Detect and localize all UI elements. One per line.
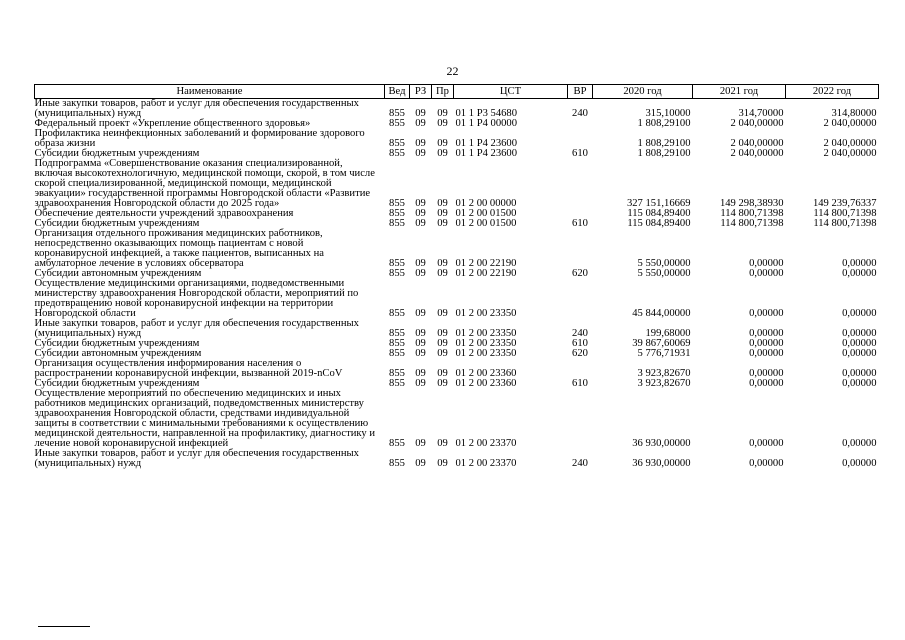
table-row [35,159,879,209]
row-name: Осуществление медицинскими организациями, подведомственными министерству здравоохранения Новгородской области, мероприятий по предотвращению новой коронавирусной инфекции на территории Новгородской области [34,278,359,319]
row-ved: 855 [389,378,405,389]
row-name: Субсидии автономным учреждениям [34,348,202,359]
row-name: Иные закупки товаров, работ и услуг для обеспечения государственных (муниципальных) нужд [34,318,359,339]
row-ved: 855 [389,268,405,279]
row-2020: 5 776,71931 [637,348,691,359]
header-vr: ВР [568,85,593,99]
row-rz: 09 [415,438,426,449]
row-cst: 01 2 00 23370 [455,458,517,469]
row-name: Субсидии автономным учреждениям [34,268,202,279]
row-name: Федеральный проект «Укрепление общественного здоровья» [34,118,311,129]
row-cst: 01 2 00 23370 [455,438,517,449]
row-2021: 0,00000 [749,368,784,379]
row-rz: 09 [415,268,426,279]
row-2022: 2 040,00000 [823,118,877,129]
row-2020: 115 084,89400 [627,208,691,219]
row-pr: 09 [437,378,448,389]
row-2021: 314,70000 [738,108,784,119]
row-name: Субсидии бюджетным учреждениям [34,338,200,349]
row-rz: 09 [415,218,426,229]
row-pr: 09 [437,198,448,209]
row-2021: 0,00000 [749,438,784,449]
row-rz: 09 [415,258,426,269]
row-2022: 0,00000 [842,458,877,469]
row-2020: 1 808,29100 [637,138,691,149]
row-vr [568,389,593,449]
row-vr [568,129,593,149]
row-2021: 2 040,00000 [730,148,784,159]
row-2020: 3 923,82670 [637,368,691,379]
row-2021: 114 800,71398 [720,218,784,229]
row-vr: 240 [572,458,588,469]
row-rz: 09 [415,368,426,379]
row-cst: 01 2 00 23350 [455,308,517,319]
row-2021: 0,00000 [749,338,784,349]
row-2020: 5 550,00000 [637,258,691,269]
row-name: Профилактика неинфекционных заболеваний и формирование здорового образа жизни [34,128,365,149]
row-2021: 0,00000 [749,328,784,339]
row-2021: 0,00000 [749,258,784,269]
header-2022: 2022 год [786,85,879,99]
row-pr: 09 [437,148,448,159]
row-pr: 09 [437,138,448,149]
row-2022: 0,00000 [842,348,877,359]
row-pr: 09 [437,268,448,279]
row-2021: 114 800,71398 [720,208,784,219]
row-pr: 09 [437,348,448,359]
row-2022: 0,00000 [842,438,877,449]
row-rz: 09 [415,328,426,339]
row-cst: 01 2 00 23360 [455,368,517,379]
row-cst: 01 1 Р3 54680 [455,108,518,119]
row-rz: 09 [415,108,426,119]
row-pr: 09 [437,338,448,349]
row-2022: 0,00000 [842,258,877,269]
row-2022: 149 239,76337 [812,198,877,209]
row-2020: 45 844,00000 [632,308,691,319]
row-name: Обеспечение деятельности учреждений здравоохранения [34,208,294,219]
row-ved: 855 [389,328,405,339]
row-vr [568,279,593,319]
row-rz: 09 [415,348,426,359]
row-pr: 09 [437,218,448,229]
row-cst: 01 2 00 23350 [455,348,517,359]
row-name: Субсидии бюджетным учреждениям [34,218,200,229]
row-name: Подпрограмма «Совершенствование оказания специализированной, включая высокотехнологичную, медицинской помощи, скорой, в том числе скорой специализированной, медицинской помощи, медицинской эвакуации» государственной программы Новгородской области «Развитие здравоохранения Новгородской области до 2025 года» [34,158,375,209]
row-ved: 855 [389,458,405,469]
row-2020: 1 808,29100 [637,118,691,129]
row-pr: 09 [437,328,448,339]
row-cst: 01 2 00 22190 [455,268,517,279]
header-ved: Вед [385,85,410,99]
row-rz: 09 [415,458,426,469]
row-ved: 855 [389,108,405,119]
row-rz: 09 [415,208,426,219]
row-rz: 09 [415,338,426,349]
row-ved: 855 [389,148,405,159]
table-row [35,129,879,149]
row-2021: 0,00000 [749,268,784,279]
row-cst: 01 2 00 23350 [455,338,517,349]
row-rz: 09 [415,138,426,149]
row-2020: 36 930,00000 [632,458,691,469]
table-row [35,229,879,269]
table-row [35,359,879,379]
row-pr: 09 [437,208,448,219]
row-2020: 3 923,82670 [637,378,691,389]
row-2022: 314,80000 [831,108,877,119]
row-cst: 01 2 00 01500 [455,208,517,219]
row-name: Осуществление мероприятий по обеспечению медицинских и иных работников медицинских организаций, подведомственных министерству здравоохранения Новгородской области, средствами индивидуальной защиты в соответствии с минимальными требованиями к осуществлению медицинской деятельности, направленной на профилактику, диагностику и лечение новой коронавирусной инфекцией [34,388,375,449]
row-name: Иные закупки товаров, работ и услуг для обеспечения государственных (муниципальных) нужд [34,98,359,119]
table-row [35,99,879,120]
row-2021: 2 040,00000 [730,118,784,129]
header-2021: 2021 год [693,85,786,99]
row-cst: 01 1 Р4 00000 [455,118,518,129]
row-2021: 0,00000 [749,378,784,389]
row-vr [568,119,593,129]
row-2022: 2 040,00000 [823,138,877,149]
row-2022: 0,00000 [842,368,877,379]
row-ved: 855 [389,348,405,359]
row-cst: 01 2 00 23350 [455,328,517,339]
row-name: Иные закупки товаров, работ и услуг для обеспечения государственных (муниципальных) нужд [34,448,359,469]
row-vr: 610 [572,338,588,349]
row-2022: 0,00000 [842,308,877,319]
row-cst: 01 2 00 00000 [455,198,517,209]
row-vr: 240 [572,108,588,119]
budget-table [34,84,879,469]
row-2021: 149 298,38930 [719,198,784,209]
row-2020: 39 867,60069 [632,338,691,349]
row-vr: 610 [572,218,588,229]
table-row [35,389,879,449]
row-rz: 09 [415,308,426,319]
row-ved: 855 [389,198,405,209]
row-rz: 09 [415,198,426,209]
row-vr [568,359,593,379]
row-pr: 09 [437,108,448,119]
row-ved: 855 [389,258,405,269]
row-2021: 0,00000 [749,458,784,469]
row-cst: 01 2 00 23360 [455,378,517,389]
row-name: Организация отдельного проживания медицинских работников, непосредственно оказывающих помощь пациентам с новой коронавирусной инфекцией, а также пациентов, выписанных на амбулаторное лечение в условиях обсерватора [34,228,324,269]
row-pr: 09 [437,258,448,269]
row-vr [568,159,593,209]
row-2020: 1 808,29100 [637,148,691,159]
table-row [35,319,879,339]
row-cst: 01 1 Р4 23600 [455,138,518,149]
row-ved: 855 [389,218,405,229]
row-2020: 36 930,00000 [632,438,691,449]
row-2022: 114 800,71398 [813,218,877,229]
row-2022: 0,00000 [842,378,877,389]
row-name: Организация осуществления информирования населения о распространении коронавирусной инфекции, вызванной 2019-nCoV [34,358,343,379]
row-ved: 855 [389,308,405,319]
row-rz: 09 [415,148,426,159]
page-number: 22 [446,64,459,78]
row-2020: 315,10000 [645,108,691,119]
row-pr: 09 [437,458,448,469]
table-row [35,449,879,469]
row-vr: 610 [572,378,588,389]
row-ved: 855 [389,438,405,449]
header-name: Наименование [35,85,385,99]
row-cst: 01 2 00 22190 [455,258,517,269]
row-pr: 09 [437,118,448,129]
row-pr: 09 [437,368,448,379]
row-cst: 01 2 00 01500 [455,218,517,229]
row-2020: 199,68000 [645,328,691,339]
row-2021: 0,00000 [749,308,784,319]
row-2021: 2 040,00000 [730,138,784,149]
row-name: Субсидии бюджетным учреждениям [34,148,200,159]
header-rz: РЗ [410,85,432,99]
row-ved: 855 [389,208,405,219]
row-ved: 855 [389,338,405,349]
row-2022: 2 040,00000 [823,148,877,159]
row-pr: 09 [437,308,448,319]
row-ved: 855 [389,118,405,129]
row-vr: 240 [572,328,588,339]
header-2020: 2020 год [593,85,693,99]
header-pr: Пр [432,85,454,99]
table-header-row [35,85,879,99]
row-2022: 0,00000 [842,338,877,349]
row-vr: 620 [572,268,588,279]
row-2021: 0,00000 [749,348,784,359]
row-2020: 5 550,00000 [637,268,691,279]
header-cst: ЦСТ [454,85,568,99]
row-2020: 115 084,89400 [627,218,691,229]
row-rz: 09 [415,118,426,129]
row-cst: 01 1 Р4 23600 [455,148,518,159]
row-2022: 0,00000 [842,328,877,339]
row-2020: 327 151,16669 [626,198,691,209]
row-vr [568,229,593,269]
row-2022: 0,00000 [842,268,877,279]
row-ved: 855 [389,368,405,379]
footnote-divider [38,626,90,627]
row-vr: 620 [572,348,588,359]
table-row [35,279,879,319]
row-ved: 855 [389,138,405,149]
row-rz: 09 [415,378,426,389]
row-name: Субсидии бюджетным учреждениям [34,378,200,389]
row-vr: 610 [572,148,588,159]
row-2022: 114 800,71398 [813,208,877,219]
row-pr: 09 [437,438,448,449]
